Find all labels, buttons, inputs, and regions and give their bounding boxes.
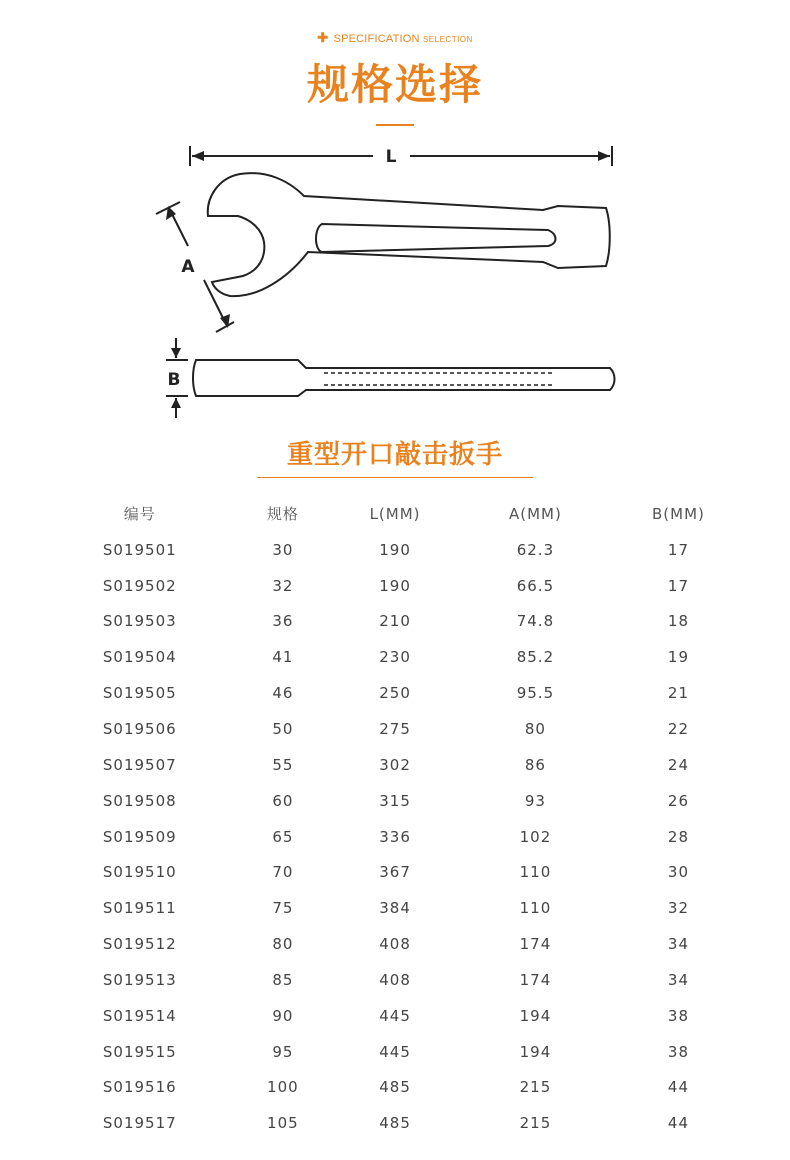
- cell-b: 17: [667, 576, 689, 595]
- cell-length: 336: [379, 827, 411, 846]
- cell-length: 250: [379, 684, 411, 703]
- table-row: [40, 854, 750, 890]
- table-row: [40, 962, 750, 998]
- cell-length: 210: [379, 612, 411, 631]
- cell-code: S019509: [102, 827, 177, 846]
- cell-a: 194: [519, 1006, 552, 1025]
- table-row: [40, 1070, 750, 1106]
- cell-a: 174: [519, 970, 552, 989]
- arrowhead-l-right: [598, 151, 610, 161]
- cell-code: S019517: [102, 1114, 177, 1133]
- cell-size: 32: [272, 576, 294, 595]
- cell-size: 60: [272, 791, 294, 810]
- cell-length: 408: [379, 970, 411, 989]
- cell-code: S019514: [102, 1006, 177, 1025]
- cell-b: 28: [667, 827, 689, 846]
- table-header-row: [40, 496, 750, 532]
- header-size: 规格: [266, 505, 299, 524]
- cell-a: 85.2: [516, 648, 555, 667]
- cell-a: 110: [519, 863, 552, 882]
- cell-length: 367: [379, 863, 411, 882]
- cell-a: 194: [519, 1042, 552, 1061]
- table-row: [40, 1034, 750, 1070]
- cell-a: 102: [519, 827, 552, 846]
- cell-length: 190: [379, 576, 411, 595]
- kicker-main-text: SPECIFICATION: [333, 33, 420, 45]
- cell-size: 65: [272, 827, 294, 846]
- cell-size: 80: [272, 935, 294, 954]
- dimension-b-label: B: [167, 370, 181, 390]
- cell-b: 17: [667, 540, 689, 559]
- cell-b: 38: [667, 1006, 689, 1025]
- table-row: [40, 675, 750, 711]
- cell-a: 93: [524, 791, 546, 810]
- cell-code: S019505: [102, 684, 177, 703]
- table-row: [40, 711, 750, 747]
- wrench-top-outline: [208, 173, 610, 296]
- cell-size: 105: [267, 1114, 299, 1133]
- cell-size: 95: [272, 1042, 294, 1061]
- spec-table: [40, 496, 750, 1141]
- cell-size: 70: [272, 863, 294, 882]
- cell-length: 485: [379, 1078, 411, 1097]
- cell-size: 46: [272, 684, 294, 703]
- header-code: 编号: [123, 505, 156, 524]
- cell-a: 62.3: [516, 540, 555, 559]
- cell-length: 302: [379, 755, 411, 774]
- dimension-l-label: L: [385, 147, 397, 167]
- cell-b: 34: [667, 970, 689, 989]
- cell-length: 230: [379, 648, 411, 667]
- cell-b: 21: [667, 684, 689, 703]
- cell-code: S019516: [102, 1078, 177, 1097]
- cell-b: 22: [667, 719, 689, 738]
- plus-icon: ✚: [317, 30, 329, 45]
- cell-code: S019508: [102, 791, 177, 810]
- cell-a: 215: [519, 1114, 552, 1133]
- cell-b: 18: [667, 612, 689, 631]
- cell-code: S019502: [102, 576, 177, 595]
- cell-a: 86: [524, 755, 546, 774]
- table-row: [40, 783, 750, 819]
- table-row: [40, 819, 750, 855]
- cell-size: 55: [272, 755, 294, 774]
- cell-b: 44: [667, 1078, 689, 1097]
- wrench-slot: [316, 224, 556, 252]
- cell-code: S019511: [102, 899, 177, 918]
- cell-length: 315: [379, 791, 411, 810]
- header-a: A(MM): [509, 504, 562, 523]
- table-row: [40, 926, 750, 962]
- table-row: [40, 1105, 750, 1141]
- cell-b: 32: [667, 899, 689, 918]
- cell-a: 215: [519, 1078, 552, 1097]
- arrowhead-b-top: [171, 348, 181, 358]
- cell-length: 190: [379, 540, 411, 559]
- cell-length: 384: [379, 899, 411, 918]
- cell-b: 44: [667, 1114, 689, 1133]
- cell-size: 100: [267, 1078, 299, 1097]
- cell-code: S019506: [102, 719, 177, 738]
- cell-a: 110: [519, 899, 552, 918]
- cell-code: S019501: [102, 540, 177, 559]
- page-title: 规格选择: [306, 60, 483, 109]
- table-body: [40, 532, 750, 1141]
- cell-size: 36: [272, 612, 294, 631]
- cell-code: S019512: [102, 935, 177, 954]
- cell-size: 90: [272, 1006, 294, 1025]
- cell-a: 95.5: [516, 684, 555, 703]
- cell-a: 80: [524, 719, 546, 738]
- cell-code: S019515: [102, 1042, 177, 1061]
- cell-a: 66.5: [516, 576, 555, 595]
- cell-b: 38: [667, 1042, 689, 1061]
- cell-length: 445: [379, 1042, 411, 1061]
- product-underline: [257, 477, 533, 478]
- table-row: [40, 568, 750, 604]
- table-row: [40, 998, 750, 1034]
- cell-b: 26: [667, 791, 689, 810]
- wrench-side-outline: [193, 360, 615, 396]
- cell-size: 50: [272, 719, 294, 738]
- product-name: 重型开口敲击扳手: [286, 440, 503, 470]
- header-length: L(MM): [369, 504, 421, 523]
- cell-code: S019513: [102, 970, 177, 989]
- table-row: [40, 747, 750, 783]
- cell-code: S019510: [102, 863, 177, 882]
- arrowhead-b-bottom: [171, 398, 181, 408]
- section-kicker: [0, 30, 790, 46]
- cell-length: 408: [379, 935, 411, 954]
- cell-size: 85: [272, 970, 294, 989]
- title-underline: [376, 124, 414, 126]
- dimension-a-label: A: [181, 257, 195, 277]
- cell-a: 174: [519, 935, 552, 954]
- cell-b: 24: [667, 755, 689, 774]
- table-row: [40, 604, 750, 640]
- cell-size: 75: [272, 899, 294, 918]
- cell-size: 30: [272, 540, 294, 559]
- header-b: B(MM): [652, 504, 705, 523]
- cell-size: 41: [272, 648, 294, 667]
- kicker-small-text: SELECTION: [422, 35, 473, 44]
- wrench-diagram: [148, 138, 628, 423]
- cell-code: S019503: [102, 612, 177, 631]
- table-row: [40, 890, 750, 926]
- cell-a: 74.8: [516, 612, 555, 631]
- arrowhead-l-left: [192, 151, 204, 161]
- cell-length: 445: [379, 1006, 411, 1025]
- cell-length: 485: [379, 1114, 411, 1133]
- cell-b: 34: [667, 935, 689, 954]
- table-row: [40, 532, 750, 568]
- cell-length: 275: [379, 719, 411, 738]
- cell-code: S019504: [102, 648, 177, 667]
- cell-b: 30: [667, 863, 689, 882]
- cell-code: S019507: [102, 755, 177, 774]
- cell-b: 19: [667, 648, 689, 667]
- table-row: [40, 639, 750, 675]
